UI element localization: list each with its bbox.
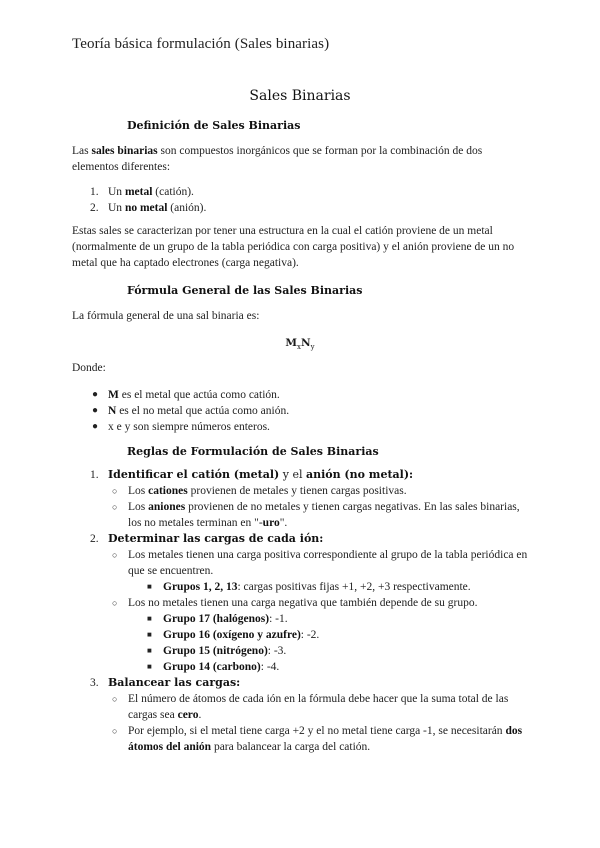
definition-list [90, 184, 510, 216]
circle-bullet-icon: ○ [112, 598, 118, 608]
definition-description: Estas sales se caracterizan por tener una estructura en la cual el catión proviene de un metal (normalmente de un grupo de la tabla periódica con carga positiva) y el anión proviene de un no metal que ha captado electrones (carga negativa). [72, 225, 515, 269]
list-item: ○ Los aniones provienen de no metales y tienen cargas negativas. En las sales binarias, los no metales terminan en "-uro". [112, 501, 520, 529]
formula-heading: Fórmula General de las Sales Binarias [127, 284, 363, 297]
list-item: ● x e y son siempre números enteros. [92, 421, 270, 433]
list-item: 2. Un no metal (anión). [90, 202, 207, 214]
list-item: ○ Los cationes provienen de metales y tienen cargas positivas. [112, 485, 407, 497]
circle-bullet-icon: ○ [112, 486, 118, 496]
list-item: ● N es el no metal que actúa como anión. [92, 405, 290, 417]
list-item: ○ Los no metales tienen una carga negativa que también depende de su grupo. [112, 597, 478, 609]
square-bullet-icon: ■ [147, 614, 152, 623]
rule-item: 3. Balancear las cargas: [90, 676, 241, 689]
bullet-icon: ● [92, 421, 99, 432]
square-bullet-icon: ■ [147, 582, 152, 591]
formula-intro: La fórmula general de una sal binaria es: [72, 310, 260, 322]
list-item: ○ Por ejemplo, si el metal tiene carga +2 y el no metal tiene carga -1, se necesitarán dos átomos del anión para balancear la carga del catión. [112, 725, 523, 753]
list-item: ■ Grupo 16 (oxígeno y azufre): -2. [147, 629, 320, 641]
page-header: Teoría básica formulación (Sales binarias) [72, 36, 330, 52]
list-item: ■ Grupo 15 (nitrógeno): -3. [147, 645, 287, 657]
rules-list [90, 467, 530, 755]
list-item: ○ Los metales tienen una carga positiva correspondiente al grupo de la tabla periódica en que se encuentren. [112, 549, 528, 577]
general-formula: $M_xN_y$ [285, 337, 315, 352]
square-bullet-icon: ■ [147, 630, 152, 639]
page-title: Sales Binarias [249, 88, 351, 104]
list-item: 1. Un metal (catión). [90, 186, 194, 198]
circle-bullet-icon: ○ [112, 726, 118, 736]
donde-label: Donde: [72, 362, 106, 374]
circle-bullet-icon: ○ [112, 550, 118, 560]
bullet-icon: ● [92, 405, 99, 416]
circle-bullet-icon: ○ [112, 694, 118, 704]
square-bullet-icon: ■ [147, 662, 152, 671]
list-item: ■ Grupos 1, 2, 13: cargas positivas fijas +1, +2, +3 respectivamente. [147, 581, 471, 593]
bullet-icon: ● [92, 389, 99, 400]
definition-paragraph: Las sales binarias son compuestos inorgánicos que se forman por la combinación de dos elementos diferentes: [72, 145, 483, 173]
list-item: ■ Grupo 14 (carbono): -4. [147, 661, 280, 673]
list-item: ○ El número de átomos de cada ión en la fórmula debe hacer que la suma total de las cargas sea cero. [112, 693, 509, 721]
circle-bullet-icon: ○ [112, 502, 118, 512]
list-item: ■ Grupo 17 (halógenos): -1. [147, 613, 288, 625]
list-item: ● M es el metal que actúa como catión. [92, 389, 280, 401]
definition-heading: Definición de Sales Binarias [127, 119, 301, 132]
rule-item: 2. Determinar las cargas de cada ión: [90, 532, 324, 545]
square-bullet-icon: ■ [147, 646, 152, 655]
rule-item: 1. Identificar el catión (metal) y el anión (no metal): [90, 468, 414, 481]
rules-heading: Reglas de Formulación de Sales Binarias [127, 445, 379, 458]
formula-bullets [90, 387, 510, 435]
